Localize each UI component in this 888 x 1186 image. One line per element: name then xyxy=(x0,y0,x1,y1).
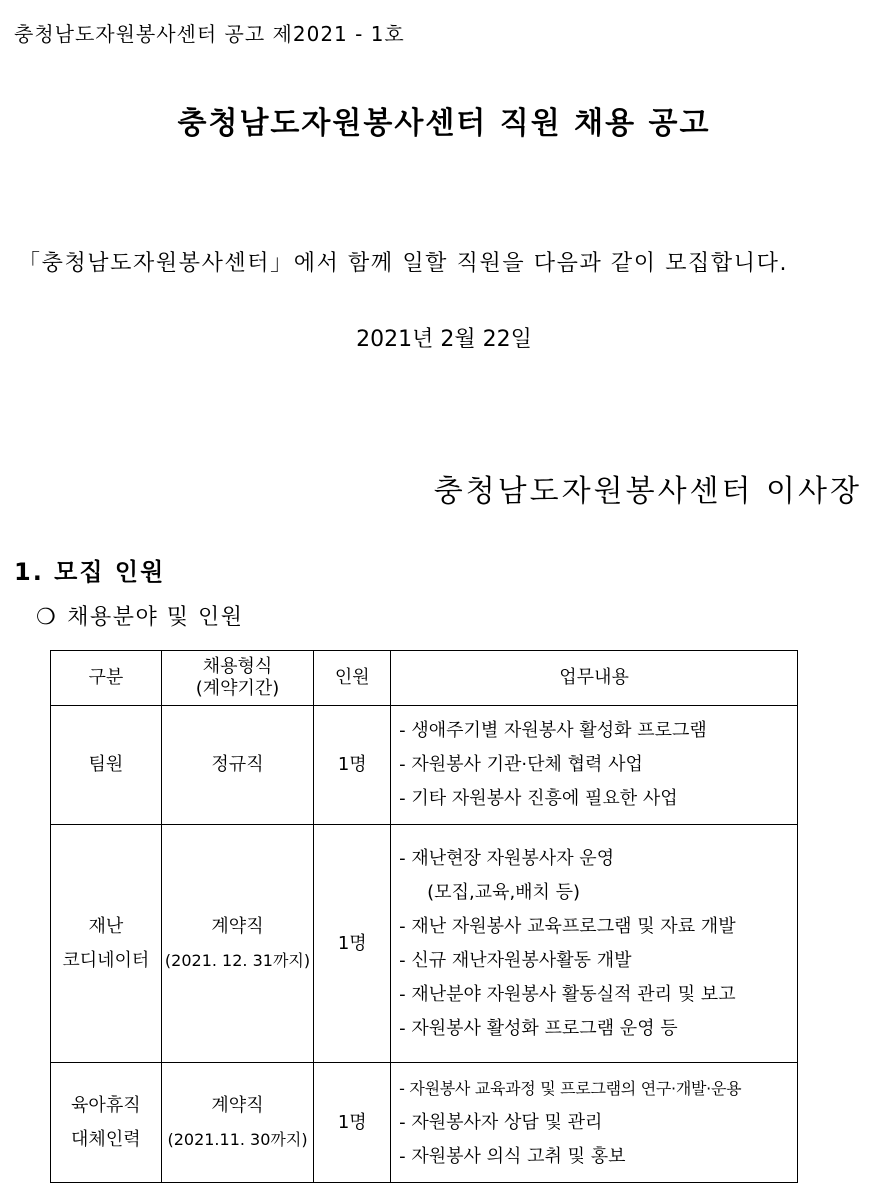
type-line1: 계약직 xyxy=(211,915,264,937)
header-type-line2: (계약기간) xyxy=(195,678,280,699)
subsection-label: 채용분야 및 인원 xyxy=(67,605,244,630)
recruitment-table xyxy=(50,650,798,1183)
type-line2: (2021. 12. 31까지) xyxy=(164,950,311,970)
notice-number: 충청남도자원봉사센터 공고 제2021 - 1호 xyxy=(14,22,405,46)
header-employment-type xyxy=(161,651,314,706)
table-header-row xyxy=(51,651,798,706)
row-category xyxy=(51,1063,162,1183)
duty-item: - 재난 자원봉사 교육프로그램 및 자료 개발 xyxy=(399,915,736,937)
row-count: 1명 xyxy=(314,706,391,825)
row-count: 1명 xyxy=(314,1063,391,1183)
header-category: 구분 xyxy=(51,651,162,706)
type-line1: 정규직 xyxy=(211,754,264,775)
row-employment-type xyxy=(161,706,314,825)
table-row xyxy=(51,1063,798,1183)
type-line2: (2021.11. 30까지) xyxy=(167,1129,308,1149)
category-line2: 대체인력 xyxy=(71,1128,141,1150)
duty-item: - 자원봉사 의식 고취 및 홍보 xyxy=(399,1145,626,1167)
notice-date: 2021년 2월 22일 xyxy=(356,327,532,352)
row-category xyxy=(51,706,162,825)
row-category xyxy=(51,825,162,1063)
table-row xyxy=(51,825,798,1063)
category-line2: 코디네이터 xyxy=(62,949,150,971)
duty-item: - 자원봉사 교육과정 및 프로그램의 연구·개발·운용 xyxy=(399,1078,742,1098)
duty-item: - 재난현장 자원봉사자 운영 xyxy=(399,847,615,869)
row-count: 1명 xyxy=(314,825,391,1063)
type-line1: 계약직 xyxy=(211,1094,264,1116)
page-title: 충청남도자원봉사센터 직원 채용 공고 xyxy=(177,106,711,141)
duty-item: - 재난분야 자원봉사 활동실적 관리 및 보고 xyxy=(399,983,736,1005)
duty-item: - 생애주기별 자원봉사 활성화 프로그램 xyxy=(399,720,707,741)
section-heading: 1. 모집 인원 xyxy=(14,558,166,586)
duty-item: (모집,교육,배치 등) xyxy=(427,881,581,903)
row-duties xyxy=(391,825,798,1063)
category-line1: 육아휴직 xyxy=(71,1094,141,1116)
signer: 충청남도자원봉사센터 이사장 xyxy=(433,474,862,509)
row-employment-type xyxy=(161,1063,314,1183)
header-duties: 업무내용 xyxy=(391,651,798,706)
category-line1: 팀원 xyxy=(88,754,124,775)
duty-item: - 자원봉사 기관·단체 협력 사업 xyxy=(399,754,643,775)
subsection-heading xyxy=(36,600,244,631)
circle-bullet-icon: ❍ xyxy=(36,605,58,630)
header-count: 인원 xyxy=(314,651,391,706)
table-row xyxy=(51,706,798,825)
duty-item: - 자원봉사자 상담 및 관리 xyxy=(399,1111,603,1133)
row-employment-type xyxy=(161,825,314,1063)
duty-item: - 자원봉사 활성화 프로그램 운영 등 xyxy=(399,1017,678,1039)
duty-item: - 기타 자원봉사 진흥에 필요한 사업 xyxy=(399,788,678,809)
intro-text: 「충청남도자원봉사센터」에서 함께 일할 직원을 다음과 같이 모집합니다. xyxy=(18,251,789,276)
duty-item: - 신규 재난자원봉사활동 개발 xyxy=(399,949,632,971)
row-duties xyxy=(391,706,798,825)
row-duties xyxy=(391,1063,798,1183)
header-type-line1: 채용형식 xyxy=(202,656,273,677)
category-line1: 재난 xyxy=(88,915,124,937)
